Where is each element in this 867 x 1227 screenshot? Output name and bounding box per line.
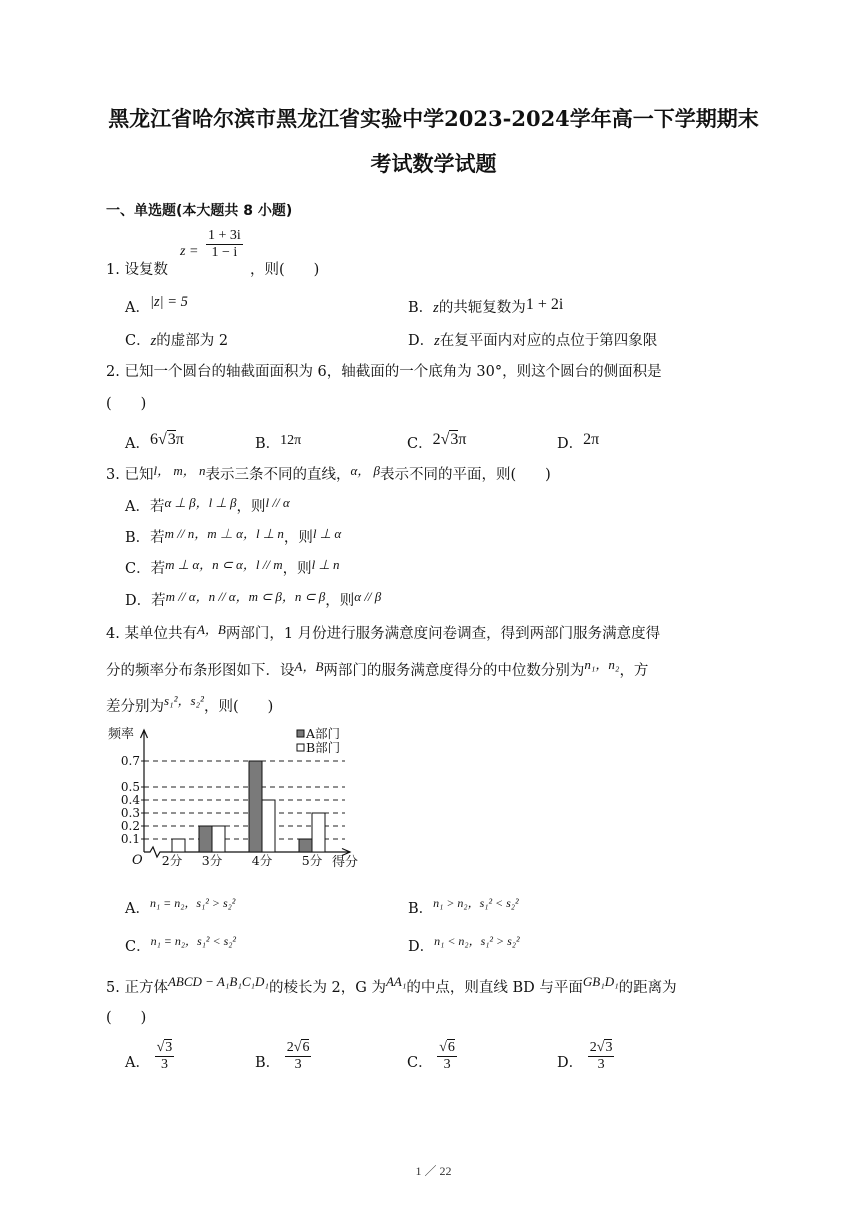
q1-b-label: B． [408, 300, 434, 316]
q5-option-c [407, 1040, 457, 1073]
q2-option-c: C．2√3π [407, 431, 467, 452]
q2-c-pre: 2 [432, 431, 441, 448]
q1-stem-prefix: 1. 设复数 [106, 262, 168, 278]
bar-a [199, 826, 212, 852]
q4-l3-s: s₁²，s₂² [164, 693, 204, 708]
q3-c-concl: l ⊥ n [311, 557, 340, 572]
q2-c-post: π [458, 431, 467, 448]
q2-a-pre: 6 [149, 431, 158, 448]
x-tick-label: 4分 [251, 853, 273, 868]
y-tick-label: 0.4 [120, 793, 140, 807]
q3-b-concl: l ⊥ α [312, 526, 342, 541]
q5-b-frac: $\frac{2√6}{3}$ [286, 1040, 310, 1072]
q4-l2-n: n₁，n₂ [584, 657, 620, 672]
q3-b-concl-pre: ，则 [283, 530, 313, 546]
x-tick-label: 5分 [301, 853, 323, 868]
q2-stem-line-2: ( ) [106, 396, 147, 412]
q1-fraction [206, 228, 243, 261]
q5-stem-d: 的距离为 [618, 980, 677, 996]
section-header: 一、单选题(本大题共 8 小题) [106, 203, 293, 219]
q5-a-frac: $\frac{√3}{3}$ [156, 1040, 173, 1072]
q1-a-label: A． [125, 300, 150, 316]
q4-option-c [125, 935, 236, 956]
q1-frac-num: 1 + 3i [208, 228, 241, 243]
q4-line-1 [106, 622, 660, 643]
x-tick-label: 3分 [201, 853, 223, 868]
q5-d-label: D． [557, 1054, 584, 1071]
bar-b [312, 813, 325, 852]
q4-line-3 [106, 695, 273, 716]
q4-l2-a: 分的频率分布条形图如下．设 [106, 663, 295, 679]
q4-option-d [408, 935, 520, 956]
q4-line-2 [106, 659, 648, 680]
q4-l2-c: ，方 [619, 663, 649, 679]
q2-d-math: 2π [583, 431, 600, 448]
page-number: 1 ／ 22 [415, 1164, 452, 1178]
q5-b-label: B． [255, 1054, 281, 1071]
q2-a-rad: 3 [167, 431, 176, 448]
q3-c-concl-pre: ，则 [282, 561, 312, 577]
q1-option-b [408, 296, 563, 317]
q3-stem [106, 463, 551, 484]
q3-planes: α， β [350, 463, 381, 478]
q4-d-label: D． [408, 939, 435, 955]
bar-b [172, 839, 185, 852]
q4-l1-a: 4. 某单位共有 [106, 626, 197, 642]
q2-option-b [255, 428, 302, 452]
q5-a-den: 3 [155, 1056, 175, 1073]
q3-d-concl-pre: ，则 [325, 593, 355, 609]
q3-a-cond: α ⊥ β，l ⊥ β [164, 495, 237, 510]
q3-stem-end: 表示不同的平面，则( ) [380, 467, 551, 483]
q5-stem-b: 的棱长为 2，G 为 [268, 980, 386, 996]
q3-b-cond: m // n，m ⊥ α，l ⊥ n [164, 526, 284, 541]
q3-option-c [125, 557, 340, 578]
q1-option-c [125, 329, 228, 350]
q1-z-eq: z = [180, 244, 199, 259]
q5-a-label: A． [125, 1054, 150, 1071]
q5-b-num-rad: 6 [302, 1040, 310, 1055]
q5-option-b [255, 1040, 311, 1073]
q2-stem-line-1: 2. 已知一个圆台的轴截面面积为 6，轴截面的一个底角为 30°，则这个圆台的侧面积是 [106, 364, 662, 380]
q4-c-label: C． [125, 939, 151, 955]
q1-c-var: z [150, 333, 157, 349]
origin-label: O [132, 853, 143, 868]
q1-c-label: C． [125, 333, 151, 349]
q4-l3-b: ，则( ) [203, 699, 274, 715]
q4-a-math: n₁ = n₂，s₁² > s₂² [149, 896, 236, 910]
q4-l2-b: 两部门的服务满意度得分的中位数分别为 [323, 663, 585, 679]
q5-stem-a: 5. 正方体 [106, 980, 168, 996]
q3-c-label: C．若 [125, 561, 166, 577]
q5-plane: GB₁D₁ [582, 974, 619, 989]
y-axis-label: 频率 [108, 727, 135, 742]
q3-option-a [125, 495, 290, 516]
q5-b-num-pre: 2 [286, 1040, 294, 1055]
q3-a-label: A．若 [125, 499, 165, 515]
bar-b [212, 826, 225, 852]
q5-c-frac: $\frac{√6}{3}$ [439, 1040, 455, 1072]
q5-stem-c: 的中点，则直线 BD 与平面 [406, 980, 583, 996]
q4-option-a [125, 897, 235, 918]
x-axis-label: 得分 [332, 855, 359, 870]
legend-swatch-b [297, 744, 304, 751]
q5-stem-line-1 [106, 976, 677, 997]
q5-edge: AA₁ [385, 974, 407, 989]
q3-d-concl: α // β [354, 589, 382, 604]
q3-a-concl: l // α [265, 495, 290, 510]
q2-c-rad: 3 [450, 431, 459, 448]
q2-a-label: A． [125, 436, 150, 452]
q3-stem-mid: 表示三条不同的直线， [205, 467, 351, 483]
q1-c-text: 的虚部为 2 [156, 333, 229, 349]
q3-option-d [125, 589, 381, 610]
y-tick-label: 0.2 [120, 819, 140, 833]
legend-label-a: A部门 [306, 726, 341, 741]
bar-a [299, 839, 312, 852]
q4-l1-b: 两部门，1 月份进行服务满意度问卷调查，得到两部门服务满意度得 [225, 626, 661, 642]
q5-option-d [557, 1040, 614, 1073]
q3-b-label: B．若 [125, 530, 165, 546]
q2-a-post: π [175, 431, 184, 448]
bar-a [249, 761, 262, 852]
q3-a-concl-pre: ，则 [236, 499, 266, 515]
q5-stem-line-2: ( ) [106, 1010, 147, 1026]
q3-c-cond: m ⊥ α，n ⊂ α，l // m [165, 557, 283, 572]
q3-d-cond: m // α，n // α，m ⊂ β，n ⊂ β [165, 589, 326, 604]
q1-d-label: D． [408, 333, 435, 349]
q2-c-label: C． [407, 436, 433, 452]
q5-c-num-rad: 6 [447, 1040, 455, 1055]
q2-b-label: B． [255, 436, 281, 452]
title-line-2: 考试数学试题 [370, 151, 497, 176]
q4-l2-vars: A，B [294, 659, 324, 674]
q5-a-num-rad: 3 [165, 1040, 173, 1055]
q3-stem-a: 3. 已知 [106, 467, 154, 483]
q1-a-math: |z| = 5 [149, 294, 188, 310]
q4-b-math: n₁ > n₂，s₁² < s₂² [433, 896, 519, 910]
y-tick-label: 0.1 [120, 832, 140, 846]
q1-b-math: 1 + 2i [525, 296, 564, 313]
q4-b-label: B． [408, 901, 434, 917]
q5-d-frac: $\frac{2√3}{3}$ [589, 1040, 613, 1072]
q5-c-den: 3 [437, 1056, 457, 1073]
q3-d-label: D．若 [125, 593, 166, 609]
q1-option-d [408, 329, 657, 350]
title-line-1: 黑龙江省哈尔滨市黑龙江省实验中学2023-2024学年高一下学期期末 [108, 106, 759, 131]
q1-option-a [125, 296, 188, 317]
q2-b-math: 12π [280, 433, 302, 448]
q5-d-num-rad: 3 [605, 1040, 613, 1055]
q1-b-text: 的共轭复数为 [438, 300, 526, 316]
y-tick-label: 0.7 [120, 754, 140, 768]
y-tick-label: 0.3 [120, 806, 140, 820]
q4-d-math: n₁ < n₂，s₁² > s₂² [434, 934, 520, 948]
x-tick-label: 2分 [161, 853, 183, 868]
q3-option-b [125, 526, 341, 547]
q1-d-text: 在复平面内对应的点位于第四象限 [439, 333, 658, 349]
q5-option-a [125, 1040, 174, 1073]
q3-vars: l， m， n [153, 463, 206, 478]
q5-c-label: C． [407, 1054, 433, 1071]
y-tick-label: 0.5 [120, 780, 140, 794]
q4-c-math: n₁ = n₂，s₁² < s₂² [150, 934, 237, 948]
q5-cube: ABCD − A₁B₁C₁D₁ [167, 974, 269, 989]
q4-a-label: A． [125, 901, 150, 917]
bar-b [262, 800, 275, 852]
q2-option-d [557, 428, 600, 452]
q4-l3-a: 差分别为 [106, 699, 164, 715]
q5-d-num-pre: 2 [589, 1040, 597, 1055]
q2-option-a: A．6√3π [125, 431, 184, 452]
legend-label-b: B部门 [306, 740, 341, 755]
q4-l1-vars: A，B [196, 622, 226, 637]
q5-d-den: 3 [588, 1056, 615, 1073]
q5-b-den: 3 [285, 1056, 312, 1073]
q1-stem-suffix: ，则( ) [250, 262, 320, 278]
frequency-bar-chart [100, 722, 380, 872]
q2-d-label: D． [557, 436, 584, 452]
q1-frac-den: 1 − i [211, 245, 238, 260]
q1-b-var: z [433, 300, 439, 316]
q1-d-var: z [434, 333, 440, 349]
q4-option-b [408, 897, 519, 918]
legend-swatch-a [297, 730, 304, 737]
